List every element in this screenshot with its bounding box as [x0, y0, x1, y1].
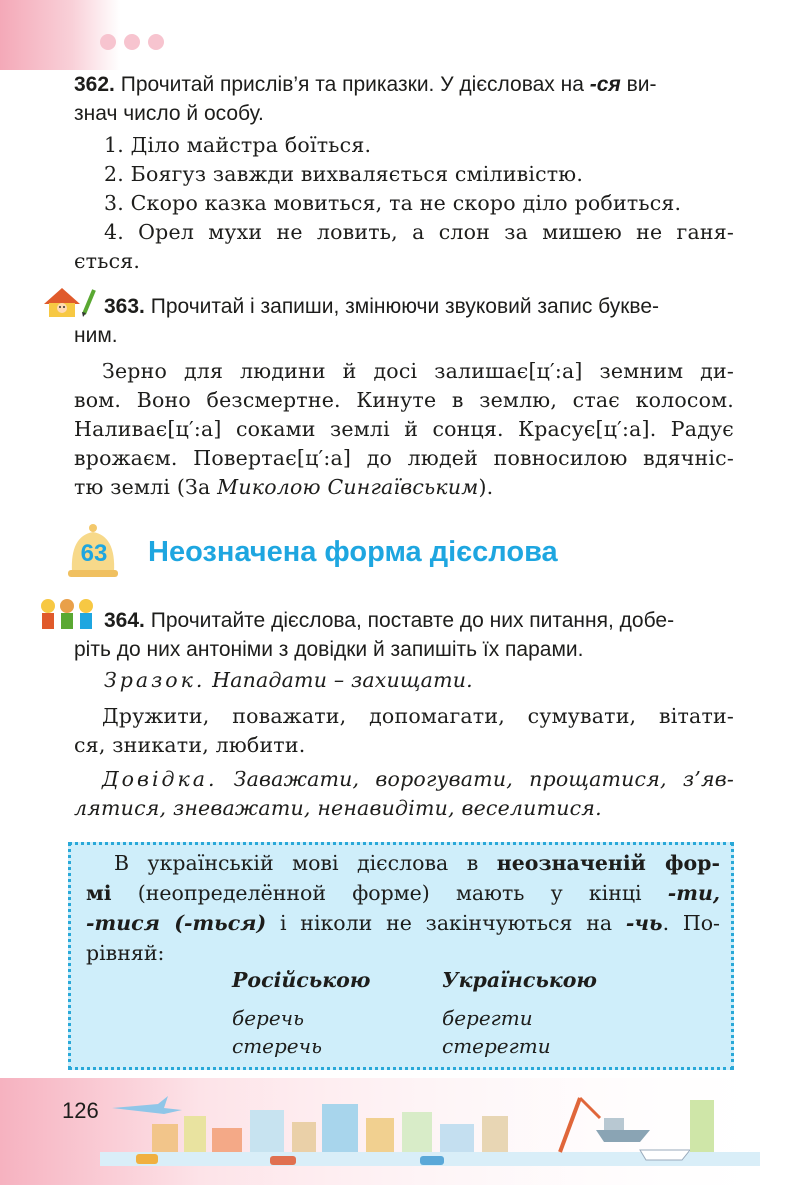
task-363-instruction-cont: ним.: [74, 324, 118, 347]
page-number: 126: [62, 1098, 99, 1123]
children-group-icon: [36, 596, 98, 632]
list-item: 1. Діло майстра боїться.: [104, 133, 372, 157]
house-pencil-icon: [40, 282, 98, 320]
author-name: Миколою Сингаївським: [217, 475, 479, 499]
task-363-text: Зерно для людини й досі залишає[ц′:а] земним ди- вом. Воно безсмертне. Кинуте в землю, стає колосом. Наливає[ц′:а] соками землі й сонця. Красує[ц′:а]. Радує врожаєм. Повертає[ц′:а] до людей повносилою вдячніс- тю землі (За Миколою Сингаївським).: [74, 359, 734, 499]
task-364-instruction-cont: ріть до них антоніми з довідки й запишіть їх парами.: [74, 638, 584, 661]
task-363-instruction: 363. Прочитай і запиши, змінюючи звуковий запис букве-: [104, 295, 660, 318]
task-362-list: [104, 131, 734, 247]
task-362-list-cont: ється.: [74, 249, 141, 273]
list-item: 4. Орел мухи не ловить, а слон за мишею не ганя-: [104, 220, 734, 244]
task-number: 364.: [104, 609, 145, 632]
task-364-instruction: 364. Прочитайте дієслова, поставте до них питання, добе-: [104, 609, 675, 632]
task-364-words: Дружити, поважати, допомагати, сумувати, вітати- ся, зникати, любити.: [74, 704, 734, 757]
task-number: 363.: [104, 295, 145, 318]
decor-dot: [148, 34, 164, 50]
city-illustration: [0, 1078, 800, 1185]
task-number: 362.: [74, 73, 115, 96]
rule-text: В українській мові дієслова в неозначеній фор- мі (неопределённой форме) мають у кінці -ти, -тися (-ться) і ніколи не закінчуються на -чь. По- рівняй:: [86, 851, 720, 965]
task-364-reference: Довідка. Заважати, ворогувати, прощатися, з’яв- лятися, зневажати, ненавидіти, веселитися.: [74, 767, 734, 820]
task-362-instruction: 362. Прочитай прислів’я та приказки. У дієсловах на -ся ви- знач число й особу.: [74, 73, 657, 125]
ukrainian-word: берегти: [442, 1006, 533, 1030]
russian-word: беречь: [232, 1006, 305, 1030]
column-header-russian: Російською: [232, 968, 371, 992]
decor-dot: [100, 34, 116, 50]
column-header-ukrainian: Українською: [442, 968, 597, 992]
russian-word: стеречь: [232, 1034, 322, 1058]
task-364-sample: Зразок. Нападати – захищати.: [104, 668, 473, 692]
list-item: 3. Скоро казка мовиться, та не скоро діло робиться.: [104, 191, 682, 215]
lesson-title: Неозначена форма дієслова: [148, 536, 558, 568]
decor-dot: [124, 34, 140, 50]
ukrainian-word: стерегти: [442, 1034, 551, 1058]
list-item: 2. Боягуз завжди вихваляється сміливістю.: [104, 162, 584, 186]
lesson-number: 63: [80, 540, 108, 567]
